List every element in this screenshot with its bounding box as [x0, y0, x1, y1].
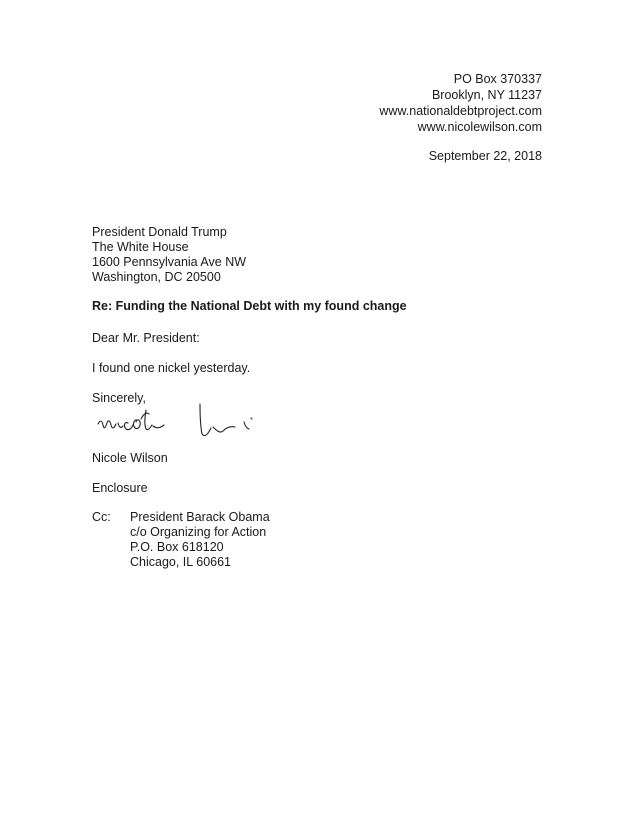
letter-date: September 22, 2018 — [428, 149, 542, 163]
subject-line: Re: Funding the National Debt with my found change — [92, 299, 407, 313]
recipient-city: Washington, DC 20500 — [92, 270, 221, 284]
sender-po-box: PO Box 370337 — [453, 72, 542, 86]
letter-body: I found one nickel yesterday. — [92, 361, 251, 375]
cc-address-block — [130, 510, 270, 570]
sender-address-block — [379, 72, 542, 136]
cc-name: President Barack Obama — [130, 510, 270, 524]
enclosure-note: Enclosure — [92, 481, 148, 495]
recipient-address-block — [92, 225, 246, 285]
sender-website-1: www.nationaldebtproject.com — [379, 104, 542, 118]
cc-po-box: P.O. Box 618120 — [130, 540, 224, 554]
cc-city: Chicago, IL 60661 — [130, 555, 232, 569]
cc-organization: c/o Organizing for Action — [130, 525, 267, 539]
cc-label: Cc: — [92, 510, 111, 524]
recipient-name: President Donald Trump — [92, 225, 227, 239]
handwritten-signature — [94, 398, 274, 444]
recipient-street: 1600 Pennsylvania Ave NW — [92, 255, 247, 269]
salutation: Dear Mr. President: — [92, 331, 200, 345]
signer-name: Nicole Wilson — [92, 451, 168, 465]
sender-city: Brooklyn, NY 11237 — [431, 88, 542, 102]
closing: Sincerely, — [92, 391, 146, 405]
recipient-organization: The White House — [92, 240, 189, 254]
sender-website-2: www.nicolewilson.com — [417, 120, 542, 134]
